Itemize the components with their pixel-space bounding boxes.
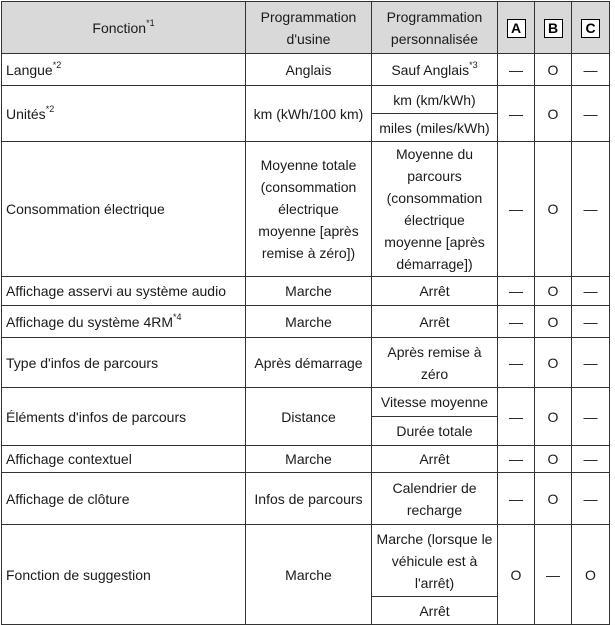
cell-b: O — [535, 306, 572, 338]
header-col-c: C — [572, 2, 610, 54]
cell-c: — — [572, 54, 610, 86]
cell-c: — — [572, 473, 610, 525]
table-row-cloture — [2, 473, 610, 525]
table-row-langue — [2, 54, 610, 86]
cell-factory: Marche — [246, 446, 372, 473]
cell-custom: Moyenne du parcours (consommation électrique moyenne [après démarrage]) — [372, 142, 498, 277]
cell-a: O — [498, 525, 535, 625]
cell-a: — — [498, 142, 535, 277]
cell-b: O — [535, 142, 572, 277]
cell-a: — — [498, 388, 535, 446]
cell-custom-option-1: km (km/kWh) — [372, 86, 498, 114]
cell-b: O — [535, 277, 572, 306]
cell-c: — — [572, 338, 610, 388]
cell-custom-option-2: Durée totale — [372, 417, 498, 446]
cell-custom-option-2: miles (miles/kWh) — [372, 114, 498, 142]
cell-function: Fonction de suggestion — [2, 525, 246, 625]
table-row-consommation — [2, 142, 610, 277]
cell-function: Type d'infos de parcours — [2, 338, 246, 388]
cell-b: — — [535, 525, 572, 625]
table-row-contextuel — [2, 446, 610, 473]
cell-function: Éléments d'infos de parcours — [2, 388, 246, 446]
cell-c: — — [572, 306, 610, 338]
cell-function: Consommation électrique — [2, 142, 246, 277]
cell-b: O — [535, 446, 572, 473]
cell-a: — — [498, 54, 535, 86]
cell-b: O — [535, 54, 572, 86]
cell-custom: Arrêt — [372, 306, 498, 338]
table-row-type-infos — [2, 338, 610, 388]
cell-a: — — [498, 338, 535, 388]
cell-function: Unités$^{*2}$ — [2, 86, 246, 142]
cell-b: O — [535, 86, 572, 142]
cell-factory: Marche — [246, 306, 372, 338]
settings-table — [1, 1, 610, 625]
cell-c: — — [572, 446, 610, 473]
cell-b: O — [535, 473, 572, 525]
table-row-suggestion — [2, 525, 610, 597]
cell-custom: Arrêt — [372, 277, 498, 306]
header-col-b: B — [535, 2, 572, 54]
table-row-audio — [2, 277, 610, 306]
cell-a: — — [498, 473, 535, 525]
cell-function: Affichage du système 4RM$^{*4}$ — [2, 306, 246, 338]
cell-factory: Moyenne totale (consommation électrique moyenne [après remise à zéro]) — [246, 142, 372, 277]
cell-factory: km (kWh/100 km) — [246, 86, 372, 142]
cell-function: Affichage asservi au système audio — [2, 277, 246, 306]
cell-c: O — [572, 525, 610, 625]
cell-c: — — [572, 86, 610, 142]
header-custom-setting: Programmation personnalisée — [372, 2, 498, 54]
cell-a: — — [498, 86, 535, 142]
cell-factory: Marche — [246, 277, 372, 306]
cell-b: O — [535, 338, 572, 388]
cell-custom-option-1: Marche (lorsque le véhicule est à l'arrêt) — [372, 525, 498, 597]
cell-c: — — [572, 142, 610, 277]
cell-custom-option-2: Arrêt — [372, 597, 498, 625]
cell-factory: Infos de parcours — [246, 473, 372, 525]
header-col-a: A — [498, 2, 535, 54]
header-factory-setting: Programmation d'usine — [246, 2, 372, 54]
cell-custom: Après remise à zéro — [372, 338, 498, 388]
cell-b: O — [535, 388, 572, 446]
cell-function: Langue$^{*2}$ — [2, 54, 246, 86]
table-row-4rm — [2, 306, 610, 338]
cell-factory: Après démarrage — [246, 338, 372, 388]
cell-factory: Anglais — [246, 54, 372, 86]
cell-function: Affichage contextuel — [2, 446, 246, 473]
cell-factory: Distance — [246, 388, 372, 446]
cell-function: Affichage de clôture — [2, 473, 246, 525]
cell-a: — — [498, 306, 535, 338]
table-row-unites — [2, 86, 610, 114]
cell-custom: Sauf Anglais$^{*3}$ — [372, 54, 498, 86]
cell-a: — — [498, 446, 535, 473]
cell-c: — — [572, 277, 610, 306]
table-row-elements — [2, 388, 610, 417]
cell-factory: Marche — [246, 525, 372, 625]
cell-custom: Calendrier de recharge — [372, 473, 498, 525]
header-row — [2, 2, 610, 54]
cell-c: — — [572, 388, 610, 446]
cell-a: — — [498, 277, 535, 306]
header-fonction: Fonction$^{*1}$ — [2, 2, 246, 54]
cell-custom-option-1: Vitesse moyenne — [372, 388, 498, 417]
cell-custom: Arrêt — [372, 446, 498, 473]
